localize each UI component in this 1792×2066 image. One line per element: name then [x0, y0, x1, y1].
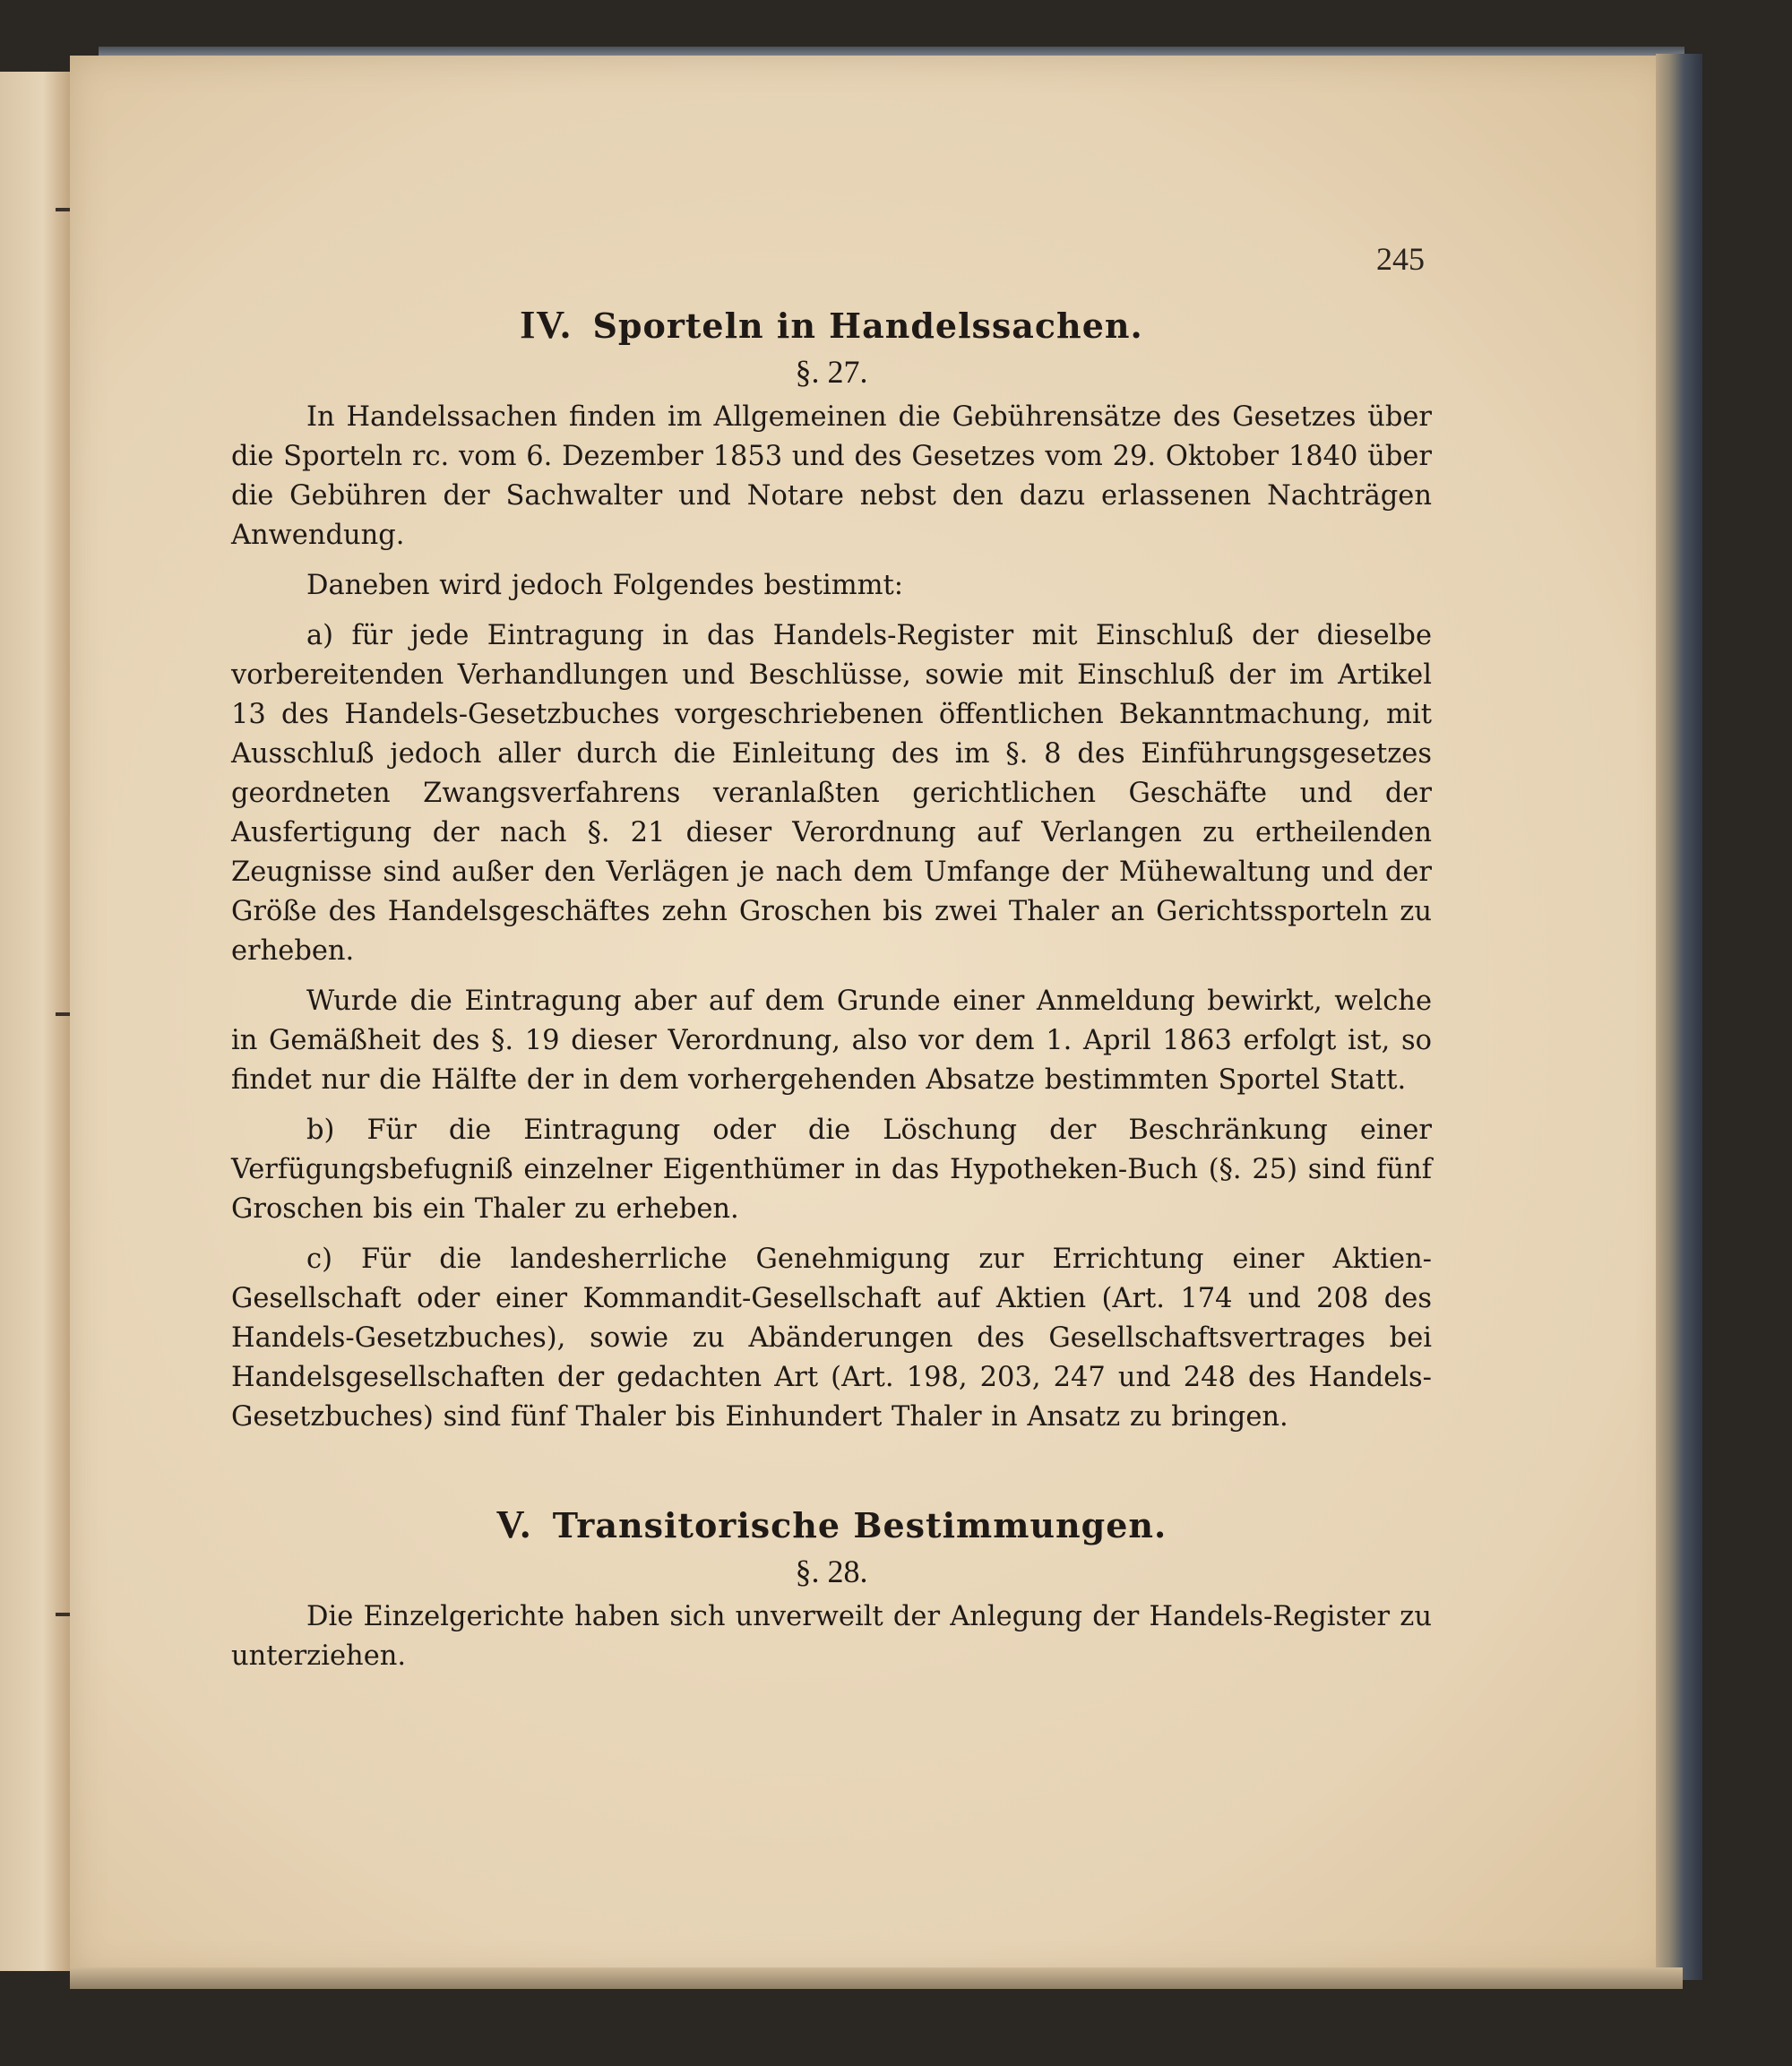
body-paragraph: In Handelssachen finden im Allgemeinen die Gebührensätze des Gesetzes über die Sporteln rc. vom 6. Dezember 1853 und des Gesetzes vom 29. Oktober 1840 über die Gebühren der Sachwalter und Notare nebst den dazu erlassenen Nachträgen Anwendung.: [231, 401, 1432, 551]
body-paragraph: a) für jede Eintragung in das Handels-Register mit Einschluß der dieselbe vorbereitenden Verhandlungen und Beschlüsse, sowie mit Einschluß der im Artikel 13 des Handels-Gesetzbuches vorgeschriebenen öffentlichen Bekanntmachung, mit Ausschluß jedoch aller durch die Einleitung des im §. 8 des Einführungsgesetzes geordneten Zwangsverfahrens veranlaßten gerichtlichen Geschäfte und der Ausfertigung der nach §. 21 dieser Verordnung auf Verlangen zu ertheilenden Zeugnisse sind außer den Verlägen je nach dem Umfange der Mühewaltung und der Größe des Handelsgeschäftes zehn Groschen bis zwei Thaler an Gerichtssporteln zu erheben.: [231, 620, 1432, 967]
body-paragraph: Die Einzelgerichte haben sich unverweilt der Anlegung der Handels-Register zu unterziehen.: [231, 1601, 1432, 1672]
section-iv: [231, 302, 1432, 1437]
page-bottom-edge: [70, 1967, 1683, 1989]
paragraph-mark: §. 27.: [795, 354, 868, 390]
section-number: V.: [495, 1502, 531, 1546]
body-paragraph: b) Für die Eintragung oder die Löschung der Beschränkung einer Verfügungsbefugniß einzelner Eigenthümer in das Hypotheken-Buch (§. 25) sind fünf Groschen bis ein Thaler zu erheben.: [231, 1115, 1432, 1225]
section-title: Transitorische Bestimmungen.: [552, 1505, 1167, 1545]
page-content: [231, 237, 1432, 1687]
section-heading: [231, 1502, 1432, 1547]
section-title: Sporteln in Handelssachen.: [592, 306, 1143, 346]
paragraph-mark: §. 28.: [795, 1554, 868, 1589]
right-cover-edge: [1656, 54, 1702, 1980]
body-paragraph: c) Für die landesherrliche Genehmigung zur Errichtung einer Aktien-Gesellschaft oder einer Kommandit-Gesellschaft auf Aktien (Art. 174 und 208 des Handels-Gesetzbuches), sowie zu Abänderungen des Gesellschaftsvertrages bei Handelsgesellschaften der gedachten Art (Art. 198, 203, 247 und 248 des Handels-Gesetzbuches) sind fünf Thaler bis Einhundert Thaler in Ansatz zu bringen.: [231, 1244, 1432, 1433]
section-heading: [231, 302, 1432, 348]
left-page-edge: [0, 72, 72, 1971]
body-paragraph: Daneben wird jedoch Folgendes bestimmt:: [306, 570, 904, 601]
section-number: IV.: [520, 303, 572, 347]
page-number: 245: [1376, 241, 1425, 277]
body-paragraph: Wurde die Eintragung aber auf dem Grunde einer Anmeldung bewirkt, welche in Gemäßheit des §. 19 dieser Verordnung, also vor dem 1. April 1863 erfolgt ist, so findet nur die Hälfte der in dem vorhergehenden Absatze bestimmten Sportel Statt.: [231, 986, 1432, 1096]
section-v: [231, 1502, 1432, 1676]
